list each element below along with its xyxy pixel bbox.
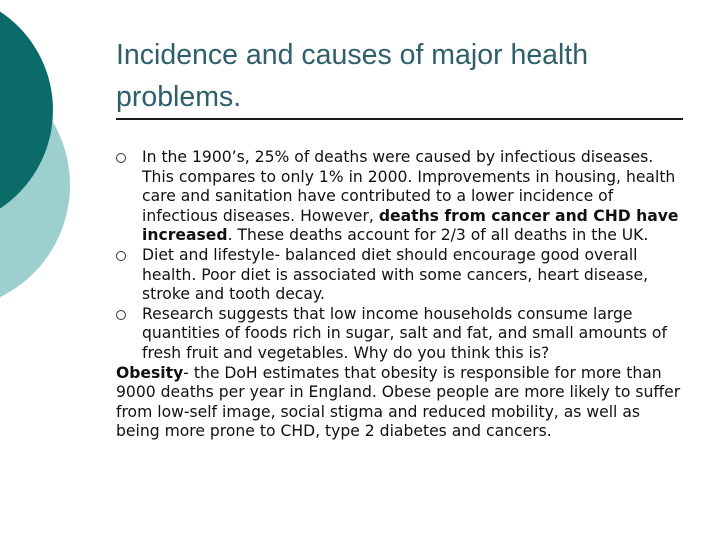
bullet-text: Diet and lifestyle- balanced diet should encourage good overall health. Poor diet is associated with some cancers, heart disease, stroke and tooth decay. — [142, 245, 649, 304]
bullet-item — [116, 246, 682, 305]
bullet-text: Research suggests that low income households consume large quantities of foods rich in sugar, salt and fat, and small amounts of fresh fruit and vegetables. Why do you think this is? — [142, 304, 667, 362]
title-divider — [116, 118, 683, 120]
slide-title: Incidence and causes of major health problems. — [116, 39, 589, 113]
bullet-item — [116, 148, 682, 246]
bullet-text-end: . These deaths account for 2/3 of all deaths in the UK. — [227, 226, 649, 245]
bullet-item — [116, 305, 682, 364]
bullet-icon — [116, 251, 126, 261]
bullet-icon — [116, 310, 126, 320]
obesity-heading: Obesity — [116, 363, 184, 382]
bullet-icon — [116, 153, 126, 163]
bullet-text: In the 1900’s, 25% of deaths were caused by infectious diseases. This compares to only 1% in 2000. Improvements in housing, health care and sanitation have contributed to a lower incidence of infectious diseases. However, — [142, 148, 676, 225]
slide-body — [116, 148, 682, 442]
bullet-bold-text: deaths from cancer and CHD have increased — [142, 206, 679, 245]
bullet-list — [116, 148, 682, 364]
obesity-paragraph — [116, 364, 682, 442]
decorative-teal-circles — [0, 0, 110, 300]
obesity-text: - the DoH estimates that obesity is responsible for more than 9000 deaths per year in England. Obese people are more likely to suffer from low-self image, social stigma and reduced mobility, as well as being more prone to CHD, type 2 diabetes and cancers. — [116, 363, 681, 441]
